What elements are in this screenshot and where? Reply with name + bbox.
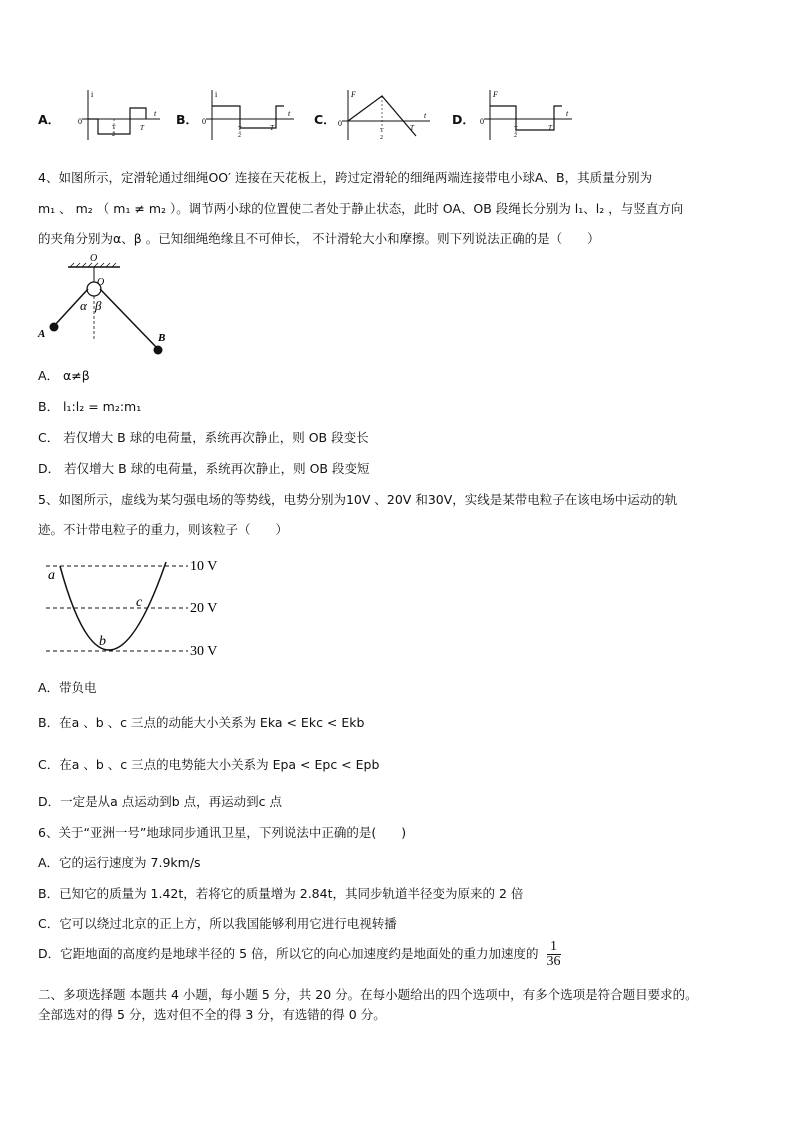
svg-text:t: t — [424, 111, 427, 120]
q6-stem: 6、关于“亚洲一号”地球同步通讯卫星，下列说法中正确的是( ) — [38, 825, 407, 840]
q4-stem-line2: m₁ 、 m₂ （ m₁ ≠ m₂ ）。调节两小球的位置使二者处于静止状态，此时 OA、OB 段绳长分别为 l₁、l₂ ，与竖直方向 — [38, 201, 684, 216]
q6-option-c[interactable]: C．它可以绕过北京的正上方，所以我国能够利用它进行电视转播 — [38, 916, 397, 931]
q5-label-b: b — [99, 634, 106, 649]
svg-text:0: 0 — [202, 117, 206, 126]
svg-text:T: T — [548, 124, 552, 132]
svg-text:T: T — [410, 124, 414, 132]
q4-label-a: A — [38, 328, 46, 340]
q3-graph-a-axis-t: t — [154, 109, 157, 118]
q4-label-o-prime: O — [90, 253, 98, 264]
q6-fraction-numerator: 1 — [547, 940, 561, 955]
svg-text:T: T — [238, 126, 242, 132]
q3-option-a-label[interactable]: A． — [38, 112, 61, 127]
q5-stem-line1: 5、如图所示，虚线为某匀强电场的等势线，电势分别为10V 、20V 和30V，实线是某带电粒子在该电场中运动的轨 — [38, 492, 678, 507]
svg-text:i: i — [215, 90, 218, 99]
svg-text:0: 0 — [338, 119, 342, 128]
q4-stem-line3: 的夹角分别为α、β 。已知细绳绝缘且不可伸长， 不计滑轮大小和摩擦。则下列说法正确的是（ ） — [38, 231, 600, 246]
q5-label-10v: 10 V — [190, 559, 218, 574]
section2-line1: 二、多项选择题 本题共 4 小题，每小题 5 分，共 20 分。在每小题给出的四个选项中，有多个选项是符合题目要求的。 — [38, 987, 698, 1002]
q5-label-20v: 20 V — [190, 601, 218, 616]
svg-text:T: T — [380, 128, 384, 134]
q5-option-b[interactable]: B．在a 、b 、c 三点的动能大小关系为 Eka < Ekc < Ekb — [38, 715, 365, 730]
q3-graph-c — [336, 86, 436, 142]
svg-text:2: 2 — [380, 135, 383, 141]
svg-text:F: F — [351, 90, 356, 99]
svg-text:t: t — [566, 109, 569, 118]
q5-option-d[interactable]: D．一定是从a 点运动到b 点，再运动到c 点 — [38, 794, 283, 809]
q6-fraction-denominator: 36 — [546, 954, 561, 969]
q3-option-c-label[interactable]: C． — [314, 112, 336, 127]
q3-option-b-label[interactable]: B． — [176, 112, 199, 127]
svg-text:F: F — [493, 90, 498, 99]
q5-option-a[interactable]: A．带负电 — [38, 680, 97, 695]
q4-option-d[interactable]: D． 若仅增大 B 球的电荷量，系统再次静止，则 OB 段变短 — [38, 461, 370, 476]
q4-label-alpha: α — [80, 298, 87, 313]
q4-rope-ob — [100, 289, 158, 349]
svg-text:T: T — [514, 126, 518, 132]
q4-label-o: O — [97, 277, 105, 288]
q4-pulley-figure — [34, 250, 174, 360]
q4-option-c[interactable]: C． 若仅增大 B 球的电荷量，系统再次静止，则 OB 段变长 — [38, 430, 369, 445]
q4-ball-a — [50, 323, 59, 332]
q5-label-30v: 30 V — [190, 644, 218, 659]
q6-option-b[interactable]: B．已知它的质量为 1.42t，若将它的质量增为 2.84t，其同步轨道半径变为原来的 2 倍 — [38, 886, 524, 901]
q4-label-beta: β — [95, 298, 102, 313]
q3-graph-a-origin: 0 — [78, 117, 82, 126]
q3-option-d-label[interactable]: D． — [452, 112, 475, 127]
q6-option-d-fraction — [547, 940, 561, 969]
q3-graph-a-axis-i: i — [91, 90, 94, 99]
q4-label-b: B — [158, 332, 166, 344]
section2-line2: 全部选对的得 5 分，选对但不全的得 3 分，有选错的得 0 分。 — [38, 1007, 386, 1022]
svg-text:T: T — [140, 124, 144, 132]
q4-option-b[interactable]: B． l₁:l₂ = m₂:m₁ — [38, 399, 142, 414]
q5-field-figure — [40, 552, 240, 664]
q5-label-c: c — [136, 595, 143, 610]
q4-option-a[interactable]: A． α≠β — [38, 368, 90, 383]
svg-text:2: 2 — [514, 133, 517, 139]
svg-text:0: 0 — [480, 117, 484, 126]
svg-text:T: T — [270, 124, 274, 132]
svg-text:t: t — [288, 109, 291, 118]
q5-stem-line2: 迹。不计带电粒子的重力，则该粒子（ ） — [38, 522, 289, 537]
q3-graph-a — [74, 86, 164, 142]
q3-graph-d — [478, 86, 578, 142]
q6-option-d-text: D．它距地面的高度约是地球半径的 5 倍，所以它的向心加速度约是地面处的重力加速度的 — [38, 946, 539, 961]
q5-trajectory — [60, 562, 166, 650]
q6-option-d[interactable] — [38, 940, 561, 969]
q3-graph-b — [200, 86, 300, 142]
q5-option-c[interactable]: C．在a 、b 、c 三点的电势能大小关系为 Epa < Epc < Epb — [38, 757, 380, 772]
q5-label-a: a — [48, 568, 55, 583]
svg-text:2: 2 — [238, 133, 241, 139]
q4-ball-b — [154, 346, 163, 355]
svg-text:2: 2 — [112, 132, 115, 138]
q6-option-a[interactable]: A．它的运行速度为 7.9km/s — [38, 855, 201, 870]
q4-stem-line1: 4、如图所示，定滑轮通过细绳OO′ 连接在天花板上，跨过定滑轮的细绳两端连接带电小球A、B，其质量分别为 — [38, 170, 653, 185]
svg-text:T: T — [112, 125, 116, 131]
